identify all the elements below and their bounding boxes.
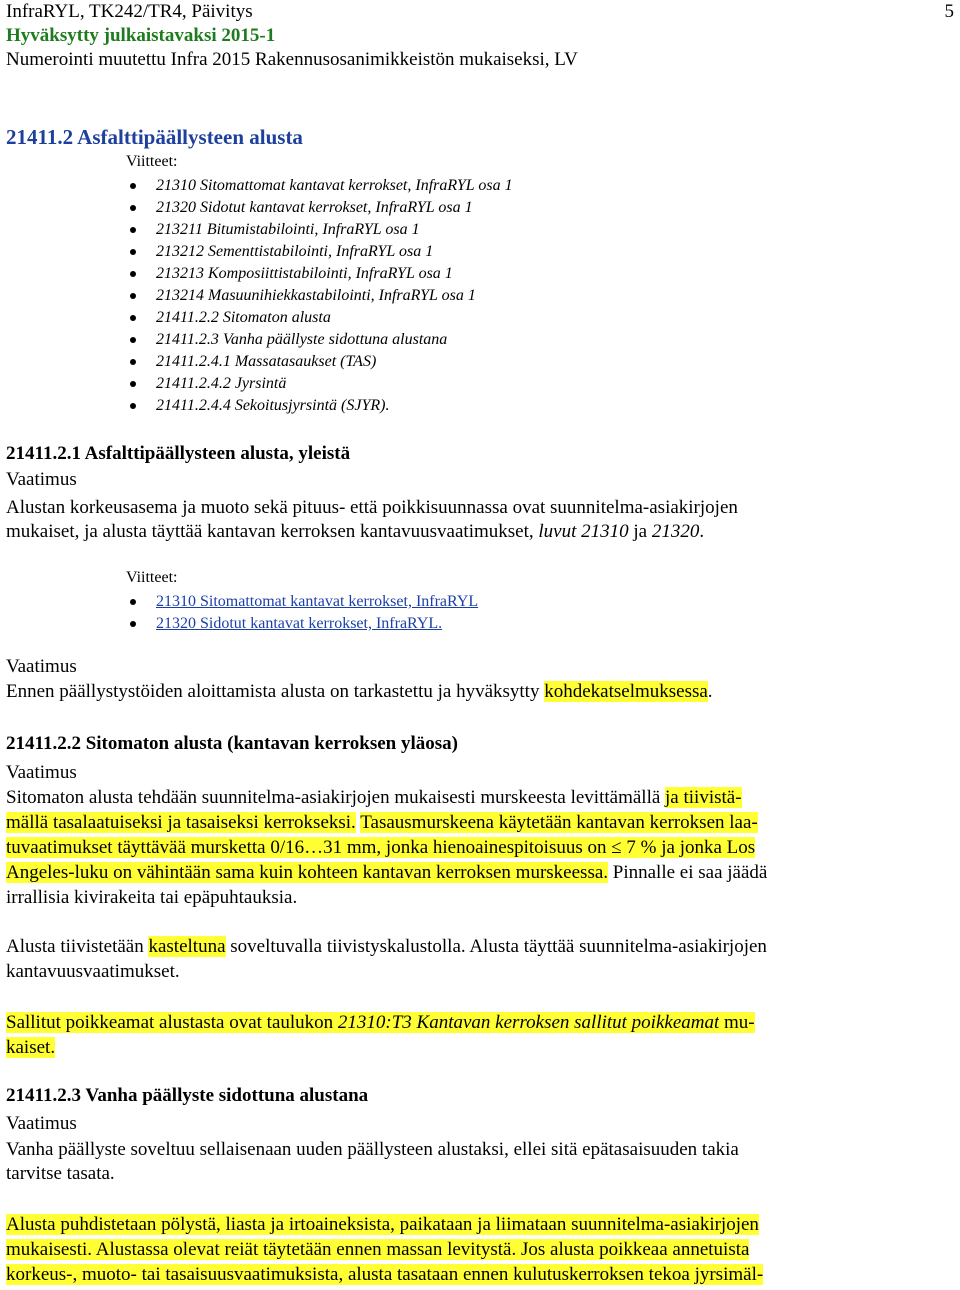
section-title: 21411.2 Asfalttipäällysteen alusta bbox=[6, 125, 303, 149]
paragraph-line: korkeus-, muoto- tai tasaisuusvaatimuksista, alusta tasataan ennen kulutuskerroksen tekoa jyrsimäl- bbox=[6, 1264, 764, 1285]
list-item: 21310 Sitomattomat kantavat kerrokset, InfraRYL osa 1 bbox=[6, 175, 906, 197]
list-item bbox=[6, 613, 906, 635]
paragraph-line: Ennen päällystystöiden aloittamista alusta on tarkastettu ja hyväksytty kohdekatselmuksessa. bbox=[6, 681, 713, 702]
paragraph-line: kantavuusvaatimukset. bbox=[6, 961, 180, 982]
requirement-label: Vaatimus bbox=[6, 656, 77, 677]
header-numbering-note: Numerointi muutettu Infra 2015 Rakennusosanimikkeistön mukaiseksi, LV bbox=[6, 49, 578, 70]
list-item: 213211 Bitumistabilointi, InfraRYL osa 1 bbox=[6, 219, 906, 241]
paragraph-line: Sallitut poikkeamat alustasta ovat taulukon 21310:T3 Kantavan kerroksen sallitut poikkeamat mu- bbox=[6, 1012, 755, 1033]
paragraph-line: tuvaatimukset täyttävää mursketta 0/16…31 mm, jonka hienoainespitoisuus on ≤ 7 % ja jonka Los bbox=[6, 837, 756, 858]
paragraph-line: Angeles-luku on vähintään sama kuin kohteen kantavan kerroksen murskeessa. Pinnalle ei saa jäädä bbox=[6, 862, 768, 883]
list-item: 213214 Masuunihiekkastabilointi, InfraRYL osa 1 bbox=[6, 285, 906, 307]
paragraph-line: Sitomaton alusta tehdään suunnitelma-asiakirjojen mukaisesti murskeesta levittämällä ja tiivistä- bbox=[6, 787, 742, 808]
references-list bbox=[6, 175, 906, 417]
reference-link-21320[interactable]: 21320 Sidotut kantavat kerrokset, InfraRYL. bbox=[156, 615, 443, 632]
header-title: InfraRYL, TK242/TR4, Päivitys bbox=[6, 1, 253, 22]
list-item: 21411.2.4.1 Massatasaukset (TAS) bbox=[6, 351, 906, 373]
references-label: Viitteet: bbox=[126, 153, 178, 170]
list-item: 213212 Sementtistabilointi, InfraRYL osa 1 bbox=[6, 241, 906, 263]
list-item: 21411.2.2 Sitomaton alusta bbox=[6, 307, 906, 329]
list-item: 21320 Sidotut kantavat kerrokset, InfraRYL osa 1 bbox=[6, 197, 906, 219]
requirement-label: Vaatimus bbox=[6, 469, 77, 490]
requirement-label: Vaatimus bbox=[6, 762, 77, 783]
paragraph-line: irrallisia kivirakeita tai epäpuhtauksia. bbox=[6, 887, 298, 908]
references-label: Viitteet: bbox=[126, 569, 178, 586]
subsection-title-2-2: 21411.2.2 Sitomaton alusta (kantavan kerroksen yläosa) bbox=[6, 733, 459, 754]
paragraph-line: Alusta tiivistetään kasteltuna soveltuvalla tiivistyskalustolla. Alusta täyttää suunnitelma-asiakirjojen bbox=[6, 936, 767, 957]
list-item: 21411.2.3 Vanha päällyste sidottuna alustana bbox=[6, 329, 906, 351]
header-approval: Hyväksytty julkaistavaksi 2015-1 bbox=[6, 25, 276, 46]
paragraph-line: Alusta puhdistetaan pölystä, liasta ja irtoaineksista, paikataan ja liimataan suunnitelma-asiakirjojen bbox=[6, 1214, 759, 1235]
page-number: 5 bbox=[944, 1, 954, 22]
list-item: 213213 Komposiittistabilointi, InfraRYL osa 1 bbox=[6, 263, 906, 285]
list-item bbox=[6, 591, 906, 613]
list-item: 21411.2.4.4 Sekoitusjyrsintä (SJYR). bbox=[6, 395, 906, 417]
references-list bbox=[6, 591, 906, 635]
paragraph-line: Alustan korkeusasema ja muoto sekä pituus- että poikkisuunnassa ovat suunnitelma-asiakirjojen bbox=[6, 497, 738, 518]
paragraph-line: mällä tasalaatuiseksi ja tasaiseksi kerrokseksi. Tasausmurskeena käytetään kantavan kerroksen laa- bbox=[6, 812, 758, 833]
paragraph-line: Vanha päällyste soveltuu sellaisenaan uuden päällysteen alustaksi, ellei sitä epätasaisuuden takia bbox=[6, 1139, 739, 1160]
subsection-title-2-3: 21411.2.3 Vanha päällyste sidottuna alustana bbox=[6, 1085, 369, 1106]
paragraph-line: tarvitse tasata. bbox=[6, 1163, 115, 1184]
requirement-label: Vaatimus bbox=[6, 1113, 77, 1134]
list-item: 21411.2.4.2 Jyrsintä bbox=[6, 373, 906, 395]
paragraph-line: kaiset. bbox=[6, 1037, 56, 1058]
reference-link-21310[interactable]: 21310 Sitomattomat kantavat kerrokset, InfraRYL bbox=[156, 593, 479, 610]
paragraph-line: mukaisesti. Alustassa olevat reiät täytetään ennen massan levitystä. Jos alusta poikkeaa annetuista bbox=[6, 1239, 750, 1260]
subsection-title-2-1: 21411.2.1 Asfalttipäällysteen alusta, yleistä bbox=[6, 443, 351, 464]
paragraph-line: mukaiset, ja alusta täyttää kantavan kerroksen kantavuusvaatimukset, luvut 21310 ja 21320. bbox=[6, 521, 705, 542]
